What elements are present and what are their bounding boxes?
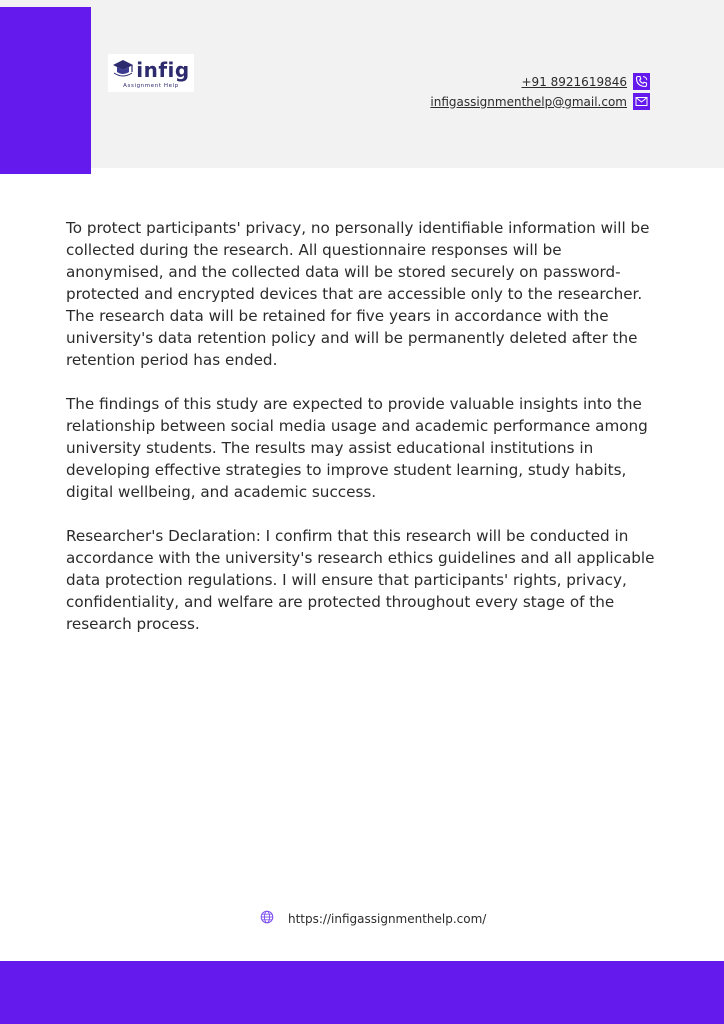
phone-link[interactable]: +91 8921619846 bbox=[521, 74, 627, 89]
paragraph-privacy: To protect participants' privacy, no personally identifiable information will be collected during the research. All questionnaire responses will be anonymised, and the collected data will be stored securely on password-protected and encrypted devices that are accessible only to the researcher. The research data will be retained for five years in accordance with the university's data retention policy and will be permanently deleted after the retention period has ended. bbox=[66, 219, 650, 369]
contact-email-row bbox=[430, 93, 650, 110]
email-link[interactable]: infigassignmenthelp@gmail.com bbox=[430, 94, 627, 109]
website-link[interactable]: https://infigassignmenthelp.com/ bbox=[288, 911, 487, 926]
graduation-cap-icon bbox=[112, 58, 134, 82]
phone-icon bbox=[633, 73, 650, 90]
logo-wordmark: infig bbox=[136, 57, 190, 82]
contact-phone-row bbox=[522, 73, 651, 90]
contact-block bbox=[430, 73, 650, 110]
footer-band bbox=[0, 961, 724, 1024]
logo-tagline: Assignment Help bbox=[123, 82, 179, 89]
website-footer bbox=[260, 909, 486, 928]
globe-icon bbox=[260, 909, 274, 928]
document-body bbox=[66, 217, 662, 657]
paragraph-declaration: Researcher's Declaration: I confirm that this research will be conducted in accordance with the university's research ethics guidelines and all applicable data protection regulations. I will ensure that participants' rights, privacy, confidentiality, and welfare are protected throughout every stage of the research process. bbox=[66, 527, 655, 633]
logo-mark bbox=[112, 58, 189, 82]
paragraph-findings: The findings of this study are expected to provide valuable insights into the relationship between social media usage and academic performance among university students. The results may assist educational institutions in developing effective strategies to improve student learning, study habits, digital wellbeing, and academic success. bbox=[66, 395, 648, 501]
company-logo bbox=[108, 54, 194, 92]
header-accent-block bbox=[0, 7, 91, 174]
mail-icon bbox=[633, 93, 650, 110]
